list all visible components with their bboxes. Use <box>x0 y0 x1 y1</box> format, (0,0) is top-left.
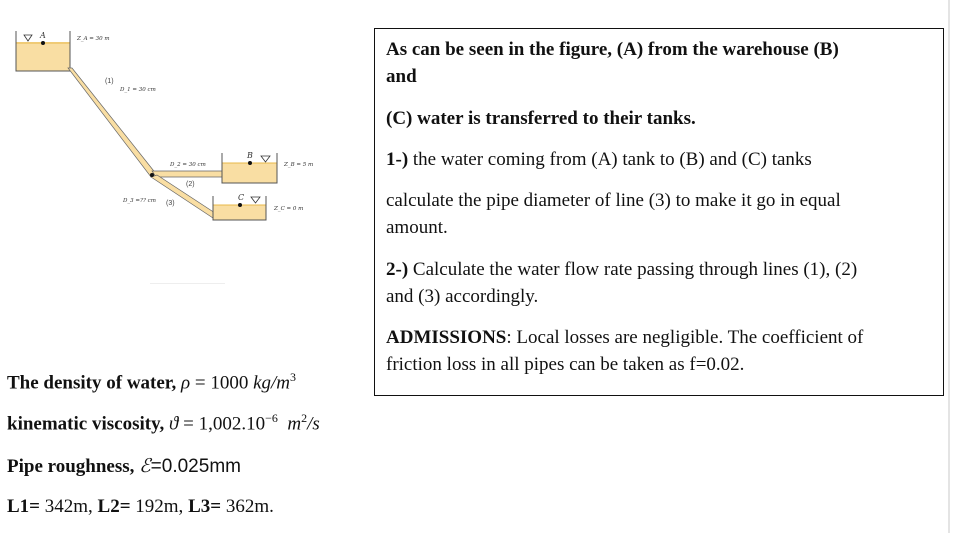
l2-value: 192m, <box>130 496 189 517</box>
label-pipe-1: (1) <box>105 78 114 85</box>
junction-point <box>150 173 154 177</box>
question-number: 2-) <box>386 259 409 280</box>
problem-statement-box <box>374 28 944 396</box>
density-label: The density of water, <box>7 372 181 394</box>
exponent: −6 <box>265 411 278 425</box>
question-1 <box>386 146 936 173</box>
nu-symbol: ϑ <box>169 413 179 435</box>
l3-label: L3= <box>188 496 222 517</box>
lengths-line <box>7 496 274 518</box>
statement-line: and <box>386 66 417 87</box>
roughness-value: =0.025mm <box>150 456 241 477</box>
admissions-label: ADMISSIONS <box>386 327 507 348</box>
pipe-2 <box>152 171 222 177</box>
question-2 <box>386 256 936 283</box>
statement-line: calculate the pipe diameter of line (3) to make it go in equal <box>386 190 841 211</box>
pipe-3 <box>151 175 215 218</box>
label-za: Z_A = 30 m <box>77 36 110 42</box>
statement-line: amount. <box>386 217 448 238</box>
label-d3: D_3 =?? cm <box>123 198 156 204</box>
label-c: C <box>238 193 245 202</box>
statement-line: (C) water is transferred to their tanks. <box>386 108 696 129</box>
admissions <box>386 324 936 351</box>
water-level-icon-c <box>251 197 260 203</box>
viscosity-line <box>7 411 320 435</box>
density-unit: kg/m <box>253 372 291 394</box>
question-text: the water coming from (A) tank to (B) and (C) tanks <box>408 149 812 170</box>
question-number: 1-) <box>386 149 409 170</box>
epsilon-symbol: ℰ <box>139 456 151 477</box>
l3-value: 362m. <box>221 496 274 517</box>
page-edge <box>948 0 950 533</box>
viscosity-label: kinematic viscosity, <box>7 413 170 435</box>
viscosity-unit: /s <box>307 413 320 435</box>
l1-label: L1= <box>7 496 40 517</box>
label-b: B <box>247 151 253 160</box>
roughness-line <box>7 455 241 478</box>
label-d1: D_1 = 30 cm <box>120 87 156 93</box>
label-zc: Z_C = 0 m <box>274 206 304 212</box>
roughness-label: Pipe roughness, <box>7 456 140 477</box>
admissions-text: : Local losses are negligible. The coefficient of <box>506 327 864 348</box>
l1-value: 342m, <box>40 496 98 517</box>
point-b <box>248 161 252 165</box>
point-c <box>238 203 242 207</box>
water-level-icon-b <box>261 156 270 162</box>
water-level-icon-a <box>24 35 32 41</box>
viscosity-unit: m <box>287 413 302 435</box>
reservoir-diagram <box>0 25 340 225</box>
label-zb: Z_B = 5 m <box>284 162 314 168</box>
label-d2: D_2 = 30 cm <box>170 162 206 168</box>
rho-symbol: ρ <box>181 372 191 394</box>
exponent: 3 <box>290 370 297 384</box>
statement-line: As can be seen in the figure, (A) from the warehouse (B) <box>386 39 839 60</box>
density-value: = 1000 <box>190 372 254 394</box>
exponent: 2 <box>301 411 308 425</box>
point-a <box>41 41 45 45</box>
label-a: A <box>40 31 46 40</box>
viscosity-value: = 1,002.10 <box>178 413 266 435</box>
statement-line: friction loss in all pipes can be taken as f=0.02. <box>386 354 745 375</box>
divider <box>150 283 225 284</box>
density-line <box>7 370 296 394</box>
label-pipe-2: (2) <box>186 181 195 188</box>
label-pipe-3: (3) <box>166 200 175 207</box>
question-text: Calculate the water flow rate passing through lines (1), (2) <box>408 259 858 280</box>
statement-line: and (3) accordingly. <box>386 286 539 307</box>
l2-label: L2= <box>97 496 131 517</box>
